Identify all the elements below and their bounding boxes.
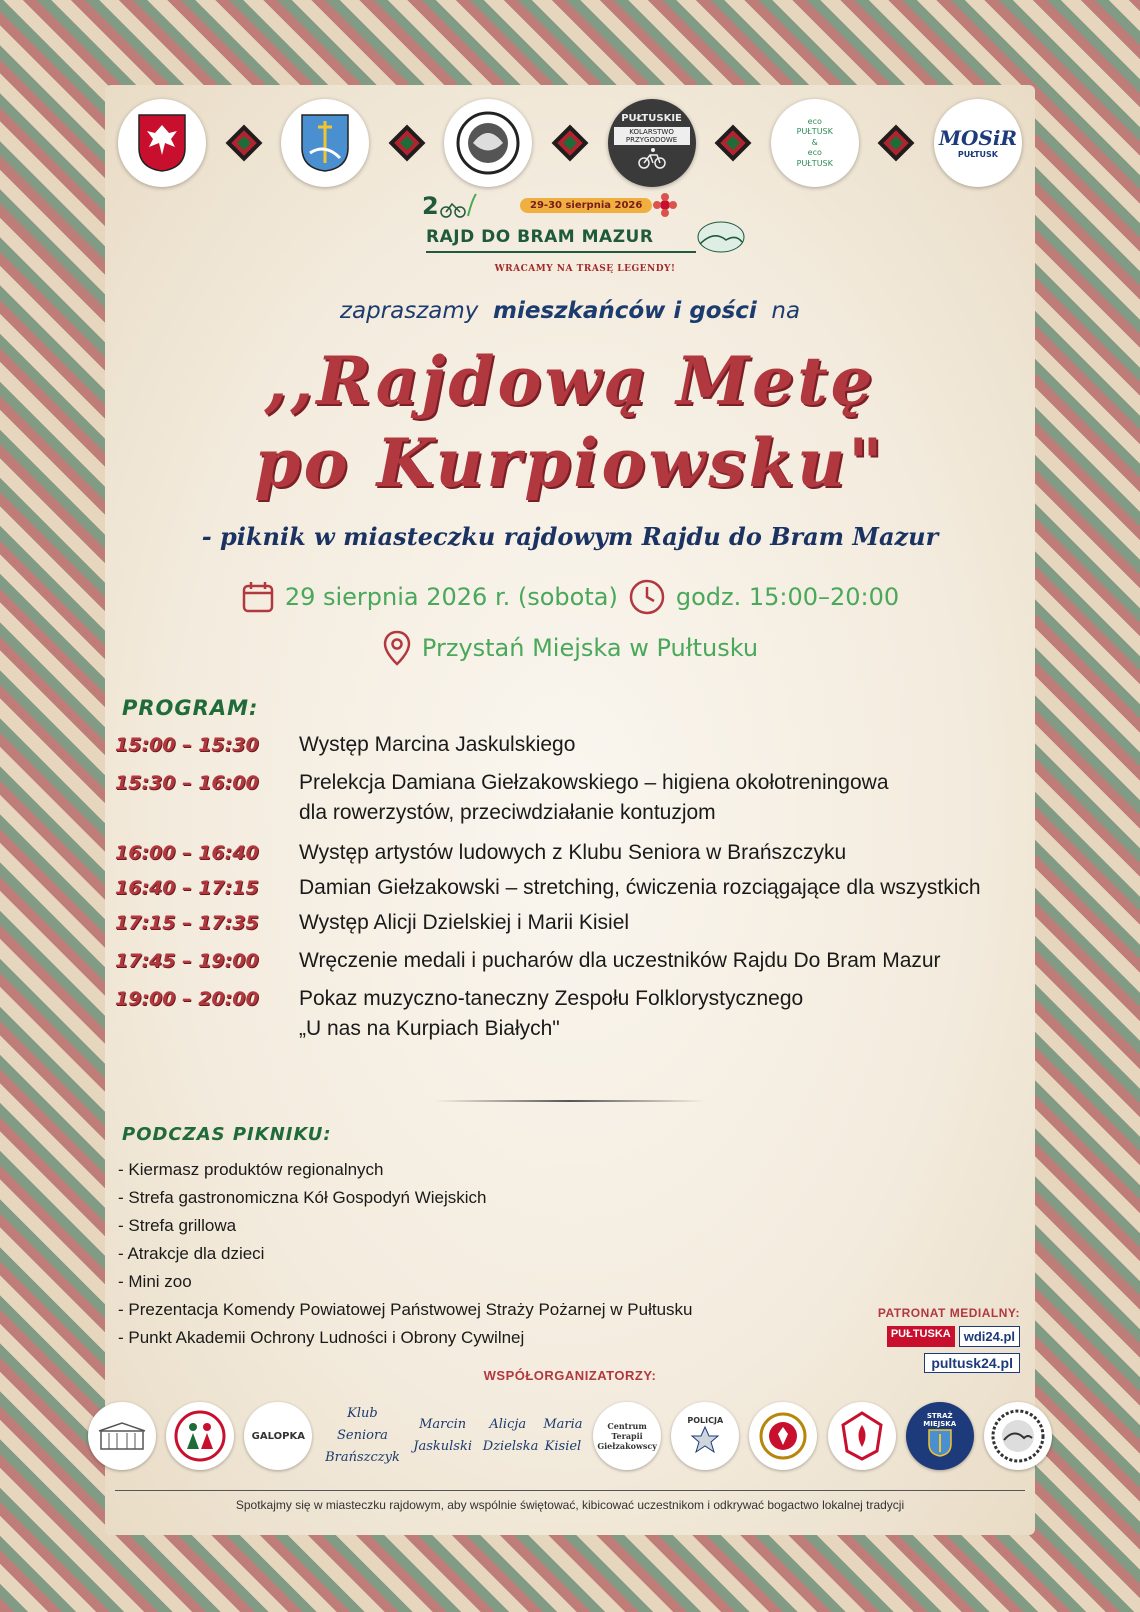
program-time: 15:30 – 16:00	[115, 772, 259, 794]
landscape-badge-icon	[696, 220, 746, 254]
list-item: - Mini zoo	[118, 1272, 192, 1291]
program-text: Występ Alicji Dzielskiej i Marii Kisiel	[299, 911, 630, 934]
eagle-emblem-icon	[756, 1409, 810, 1463]
place-row	[0, 630, 1140, 666]
footer-divider	[115, 1490, 1025, 1491]
invite-part2: mieszkańców i gości	[493, 298, 757, 324]
folk-diamond-icon	[552, 125, 589, 162]
date-time-row	[0, 578, 1140, 616]
policja-logo	[671, 1402, 739, 1470]
section-divider	[435, 1100, 705, 1102]
pultusk24-logo: pultusk24.pl	[924, 1353, 1020, 1373]
mosir-sub-text: PUŁTUSK	[957, 149, 998, 159]
list-item: - Strefa grillowa	[118, 1216, 237, 1235]
straz-miejska-logo	[906, 1402, 974, 1470]
footer-text: Spotkajmy się w miasteczku rajdowym, aby wspólnie świętować, kibicować uczestnikom i odkrywać bogactwo lokalnej tradycji	[235, 1498, 905, 1512]
list-item: - Kiermasz produktów regionalnych	[118, 1160, 384, 1179]
folk-diamond-icon	[225, 125, 262, 162]
eagle-shield-icon	[137, 113, 187, 173]
main-title-line2: po Kurpiowsku"	[254, 424, 886, 502]
rajd-cyclists-icon	[420, 190, 480, 220]
seal-icon	[990, 1408, 1046, 1464]
main-title	[0, 340, 1140, 504]
program-row	[115, 984, 1035, 1044]
mosir-text: MOSiR	[938, 125, 1018, 150]
building-logo	[88, 1402, 156, 1470]
program-text: Występ artystów ludowych z Klubu Seniora w Brańszczyku	[299, 841, 847, 864]
klub-seniora-text: Klub Seniora Brańszczyk	[325, 1406, 400, 1465]
clock-icon	[628, 578, 666, 616]
attractions-list	[118, 1156, 838, 1352]
patronat-label: PATRONAT MEDIALNY:	[877, 1306, 1020, 1320]
fire-shield-icon	[835, 1409, 889, 1463]
program-list	[115, 730, 1035, 1044]
event-subtitle: - piknik w miasteczku rajdowym Rajdu do Bram Mazur	[201, 522, 939, 551]
pultuskie-kolarstwo-logo	[608, 99, 696, 187]
psp-logo	[828, 1402, 896, 1470]
powiat-coat-of-arms-logo	[118, 99, 206, 187]
invite-part1: zapraszamy	[339, 298, 479, 324]
program-text: Damian Giełzakowski – stretching, ćwiczenia rozciągające dla wszystkich	[299, 876, 981, 899]
rajd-underline	[426, 251, 696, 253]
during-heading: PODCZAS PIKNIKU:	[122, 1124, 332, 1145]
invitation-line	[0, 298, 1140, 324]
city-guard-shield-icon	[927, 1428, 953, 1458]
program-time: 15:00 – 15:30	[115, 734, 259, 756]
program-text: Pokaz muzyczno-taneczny Zespołu Folklorystycznego	[299, 987, 804, 1010]
program-text-cont: „U nas na Kurpiach Białych"	[299, 1017, 560, 1040]
program-time: 17:15 – 17:35	[115, 912, 259, 934]
dancers-icon	[173, 1409, 227, 1463]
program-text-cont: dla rowerzystów, przeciwdziałanie kontuzjom	[299, 801, 716, 824]
program-time: 16:00 – 16:40	[115, 842, 259, 864]
folk-group-logo	[166, 1402, 234, 1470]
calendar-icon	[241, 580, 275, 614]
list-item: - Strefa gastronomiczna Kół Gospodyń Wiejskich	[118, 1188, 487, 1207]
program-row	[115, 768, 1035, 828]
landscape-seal-logo	[984, 1402, 1052, 1470]
program-time: 16:40 – 17:15	[115, 877, 259, 899]
program-time: 17:45 – 19:00	[115, 950, 259, 972]
police-star-icon	[690, 1425, 720, 1455]
eco-pultusk2-text: PUŁTUSK	[796, 158, 833, 168]
straz-miejska-text: STRAŻ MIEJSKA	[923, 1412, 957, 1428]
event-date: 29 sierpnia 2026 r. (sobota)	[284, 583, 618, 611]
rajd-tagline: WRACAMY NA TRASĘ LEGENDY!	[494, 264, 676, 274]
pultuska-logo: PUŁTUSKA	[887, 1326, 955, 1347]
mosir-logo	[934, 99, 1022, 187]
eco-pultusk-text: PUŁTUSK	[796, 127, 833, 137]
eco-amp-text: &	[811, 137, 818, 147]
list-item: - Prezentacja Komendy Powiatowej Państwowej Straży Pożarnej w Pułtusku	[118, 1300, 693, 1319]
galopka-text: GALOPKA	[251, 1430, 305, 1442]
coorganizers-row	[88, 1396, 1052, 1476]
maria-kisiel-text: Maria Kisiel	[543, 1417, 583, 1454]
svg-text:2: 2	[422, 192, 439, 220]
crozier-shield-icon	[300, 113, 350, 173]
galopka-logo	[244, 1402, 312, 1470]
program-row	[115, 730, 1035, 760]
flower-icon	[652, 192, 678, 218]
eco-bottom-text: eco	[807, 148, 822, 158]
centrum-terapii-logo	[593, 1402, 661, 1470]
folk-diamond-icon	[715, 125, 752, 162]
media-patronage	[840, 1306, 1020, 1373]
program-text: Prelekcja Damiana Giełzakowskiego – higiena okołotreningowa	[299, 771, 889, 794]
wdi24-logo: wdi24.pl	[959, 1326, 1020, 1347]
marcin-jaskulski-text: Marcin Jaskulski	[413, 1417, 472, 1454]
program-row	[115, 908, 1035, 938]
coorganizers-label: WSPÓŁORGANIZATORZY:	[483, 1368, 657, 1383]
program-heading: PROGRAM:	[122, 696, 259, 720]
program-row	[115, 838, 1035, 868]
pultuskie-text: PUŁTUSKIE	[621, 113, 682, 125]
list-item: - Punkt Akademii Ochrony Ludności i Obrony Cywilnej	[118, 1328, 525, 1347]
event-time: godz. 15:00–20:00	[675, 583, 900, 611]
policja-text: POLICJA	[687, 1415, 724, 1425]
eco-pultusk-logo	[771, 99, 859, 187]
rajd-date-badge: 29-30 sierpnia 2026	[520, 198, 652, 213]
main-title-line1: ,,Rajdową Metę	[264, 342, 876, 420]
invite-part3: na	[771, 298, 801, 324]
engraving-emblem-icon	[453, 108, 523, 178]
folk-diamond-icon	[878, 125, 915, 162]
pultusk-coat-of-arms-logo	[281, 99, 369, 187]
engraving-logo	[444, 99, 532, 187]
list-item: - Atrakcje dla dzieci	[118, 1244, 265, 1263]
cyclist-icon	[637, 147, 667, 169]
centrum-terapii-text: Centrum Terapii Giełzakowscy	[597, 1421, 657, 1451]
program-text: Występ Marcina Jaskulskiego	[299, 733, 576, 756]
program-row	[115, 873, 1035, 903]
building-icon	[97, 1421, 147, 1451]
program-row	[115, 946, 1035, 976]
kolarstwo-text: KOLARSTWO PRZYGODOWE	[614, 127, 690, 145]
top-logos-row	[118, 98, 1022, 188]
rajd-do-bram-mazur-logo	[420, 190, 750, 275]
rajd-title: RAJD DO BRAM MAZUR	[426, 227, 654, 247]
location-pin-icon	[382, 630, 412, 666]
folk-diamond-icon	[388, 125, 425, 162]
fire-brigade-emblem-logo	[749, 1402, 817, 1470]
program-time: 19:00 – 20:00	[115, 988, 259, 1010]
eco-top-text: eco	[807, 117, 822, 127]
alicja-dzielska-text: Alicja Dzielska	[482, 1417, 539, 1454]
program-text: Wręczenie medali i pucharów dla uczestników Rajdu Do Bram Mazur	[299, 949, 941, 972]
event-place: Przystań Miejska w Pułtusku	[421, 634, 759, 662]
